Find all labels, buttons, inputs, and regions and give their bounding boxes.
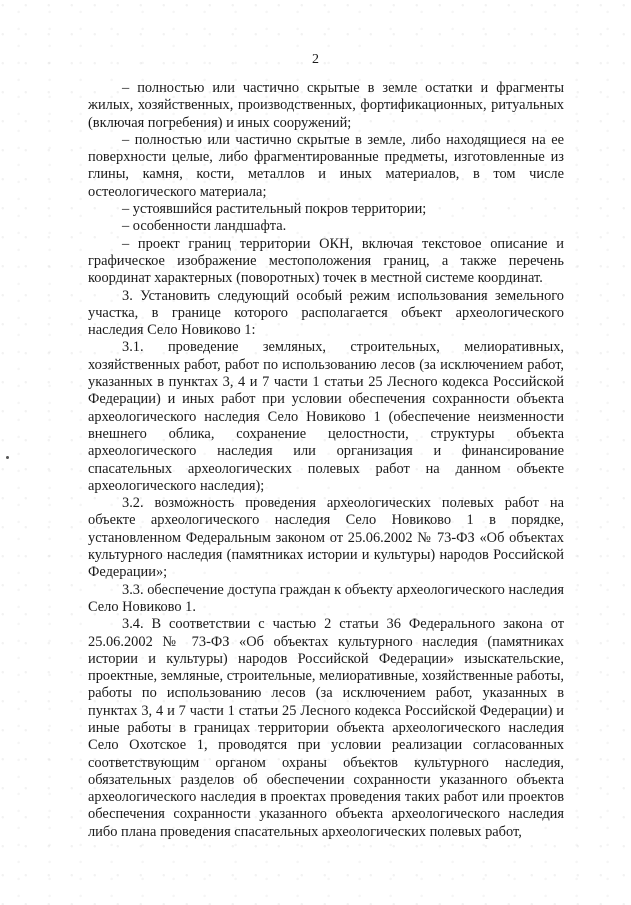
paragraph-3: 3. Установить следующий особый режим использования земельного участка, в границе которого располагается объект археологического наследия Село Новиково 1: xyxy=(88,287,564,339)
list-item-vegetation: – устоявшийся растительный покров территории; xyxy=(122,201,427,218)
list-item-objects: – полностью или частично скрытые в земле, либо находящиеся на ее поверхности целые, либо фрагментированные предметы, изготовленные из глины, камня, кости, металлов и иных материалов, в том числе остеологического материала; xyxy=(88,131,564,200)
list-item-boundary-project: – проект границ территории ОКН, включая текстовое описание и графическое изображение местоположения границ, а также перечень координат характерных (поворотных) точек в местной системе координат. xyxy=(88,235,564,287)
list-item-remains: – полностью или частично скрытые в земле остатки и фрагменты жилых, хозяйственных, производственных, фортификационных, ритуальных (включая погребения) и иных сооружений; xyxy=(88,80,564,131)
scan-speck xyxy=(6,456,9,459)
paragraph-3-1: 3.1. проведение земляных, строительных, мелиоративных, хозяйственных работ, работ по использованию лесов (за исключением работ, указанных в пунктах 3, 4 и 7 части 1 статьи 25 Лесного кодекса Российской Федерации) и иных работ при условии обеспечения сохранности объекта археологического наследия Село Новиково 1 (обеспечение неизменности внешнего облика, сохранение целостности, структуры объекта археологического наследия или организация и финансирование спасательных археологических полевых работ на данном объекте археологического наследия); xyxy=(88,339,564,494)
document-body xyxy=(88,80,564,841)
paragraph-3-2: 3.2. возможность проведения археологических полевых работ на объекте археологического наследия Село Новиково 1 в порядке, установленном Федеральным законом от 25.06.2002 № 73-ФЗ «Об объектах культурного наследия (памятниках истории и культуры) народов Российской Федерации»; xyxy=(88,495,564,581)
list-item-landscape: – особенности ландшафта. xyxy=(122,218,287,235)
page-number: 2 xyxy=(312,52,319,67)
paragraph-3-4: 3.4. В соответствии с частью 2 статьи 36 Федерального закона от 25.06.2002 № 73-ФЗ «Об объектах культурного наследия (памятниках истории и культуры) народов Российской Федерации» изыскательские, проектные, земляные, строительные, мелиоративные, хозяйственные работы, работы по использованию лесов (за исключением работ, указанных в пунктах 3, 4 и 7 части 1 статьи 25 Лесного кодекса Российской Федерации) и иные работы в границах территории объекта археологического наследия Село Охотское 1, проводятся при условии реализации согласованных соответствующим органом охраны объектов культурного наследия, обязательных разделов об обеспечении сохранности указанного объекта археологического наследия в проектах проведения таких работ или проектов обеспечения сохранности указанного объекта археологического наследия либо плана проведения спасательных археологических полевых работ, xyxy=(88,616,564,840)
paragraph-3-3: 3.3. обеспечение доступа граждан к объекту археологического наследия Село Новиково 1. xyxy=(88,581,564,615)
